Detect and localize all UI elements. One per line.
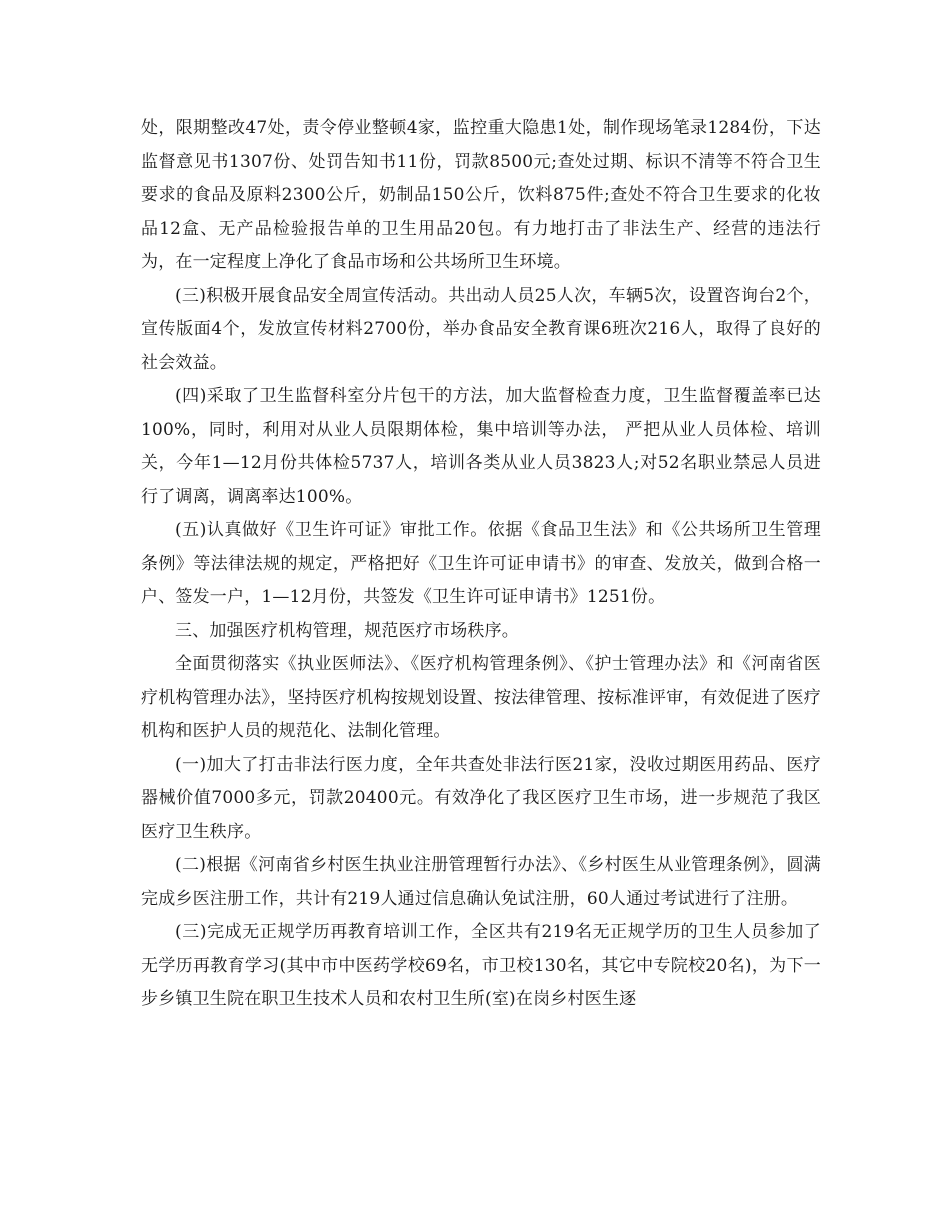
paragraph-food-safety-week: (三)积极开展食品安全周宣传活动。共出动人员25人次，车辆5次，设置咨询台2个，宣传版面4个，发放宣传材料2700份，举办食品安全教育课6班次216人，取得了良好的社会效益。 xyxy=(141,285,821,373)
document-body xyxy=(141,112,821,1017)
paragraph-supervision-coverage: (四)采取了卫生监督科室分片包干的方法，加大监督检查力度，卫生监督覆盖率已达100%，同时，利用对从业人员限期体检，集中培训等办法， 严把从业人员体检、培训关，今年1—12月份共体检5737人，培训各类从业人员3823人;对52名职业禁忌人员进行了调离，调离率达100%。 xyxy=(141,386,821,507)
paragraph-health-license: (五)认真做好《卫生许可证》审批工作。依据《食品卫生法》和《公共场所卫生管理条例》等法律法规的规定，严格把好《卫生许可证申请书》的审查、发放关，做到合格一户、签发一户，1—12月份，共签发《卫生许可证申请书》1251份。 xyxy=(141,520,821,607)
paragraph-illegal-practice: (一)加大了打击非法行医力度，全年共查处非法行医21家，没收过期医用药品、医疗器械价值7000多元，罚款20400元。有效净化了我区医疗卫生市场，进一步规范了我区医疗卫生秩序。 xyxy=(141,754,821,842)
paragraph-reeducation-training: (三)完成无正规学历再教育培训工作，全区共有219名无正规学历的卫生人员参加了无学历再教育学习(其中市中医药学校69名，市卫校130名，其它中专院校20名)，为下一步乡镇卫生院在职卫生技术人员和农村卫生所(室)在岗乡村医生逐 xyxy=(141,922,821,1009)
paragraph-continuation: 处，限期整改47处，责令停业整顿4家，监控重大隐患1处，制作现场笔录1284份，下达监督意见书1307份、处罚告知书11份，罚款8500元;查处过期、标识不清等不符合卫生要求的食品及原料2300公斤，奶制品150公斤，饮料875件;查处不符合卫生要求的化妆品12盒、无产品检验报告单的卫生用品20包。有力地打击了非法生产、经营的违法行为，在一定程度上净化了食品市场和公共场所卫生环境。 xyxy=(141,118,821,272)
section-heading-medical-institutions: 三、加强医疗机构管理，规范医疗市场秩序。 xyxy=(175,620,519,641)
paragraph-rural-doctor-registration: (二)根据《河南省乡村医生执业注册管理暂行办法》、《乡村医生从业管理条例》，圆满完成乡医注册工作，共计有219人通过信息确认免试注册，60人通过考试进行了注册。 xyxy=(141,855,821,909)
paragraph-implementation: 全面贯彻落实《执业医师法》、《医疗机构管理条例》、《护士管理办法》和《河南省医疗机构管理办法》，坚持医疗机构按规划设置、按法律管理、按标准评审，有效促进了医疗机构和医护人员的规范化、法制化管理。 xyxy=(141,654,821,741)
